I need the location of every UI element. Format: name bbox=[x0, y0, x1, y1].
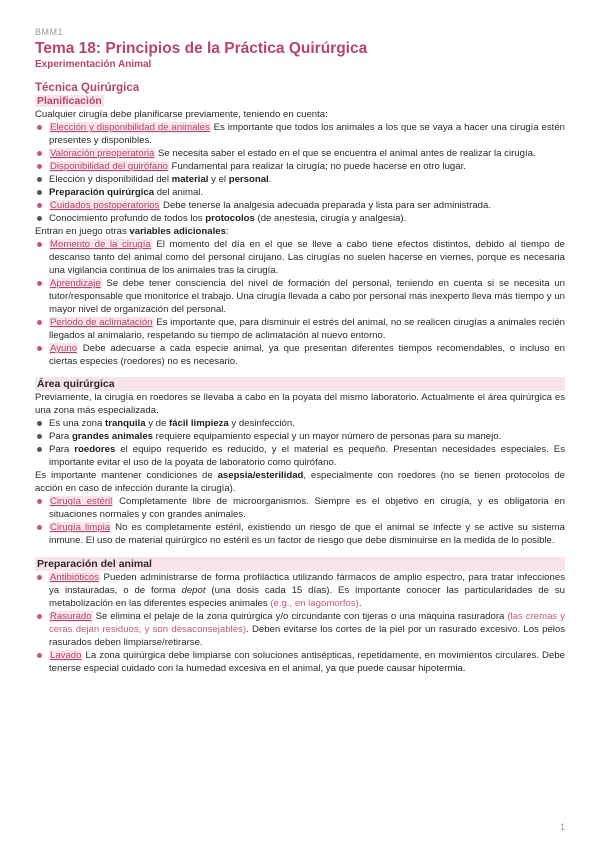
document-page bbox=[35, 25, 565, 675]
area-intro: Previamente, la cirugía en roedores se llevaba a cabo en la poyata del mismo laboratorio. Actualmente el área quirúrgica es una zona más especializada. bbox=[35, 392, 565, 416]
section-heading-tecnica: Técnica Quirúrgica bbox=[35, 82, 140, 94]
list-item: Valoración preoperatoria Se necesita saber el estado en el que se encuentra el animal antes de realizar la cirugía. bbox=[35, 147, 565, 160]
list-item: Disponibilidad del quirófano Fundamental para realizar la cirugía; no puede hacerse en otro lugar. bbox=[35, 160, 565, 173]
variables-intro: Entran en juego otras variables adicionales: bbox=[35, 226, 229, 237]
list-item: Periodo de aclimatación Es importante que, para disminuir el estrés del animal, no se realicen cirugías a animales recién llegados al animalario, respetando su tiempo de aclimatación al nuevo entorno. bbox=[35, 316, 565, 342]
page-title: Tema 18: Principios de la Práctica Quirúrgica bbox=[35, 40, 368, 57]
planificacion-intro: Cualquier cirugía debe planificarse previamente, teniendo en cuenta: bbox=[35, 109, 328, 120]
page-number: 1 bbox=[559, 822, 565, 832]
list-item: Para roedores el equipo requerido es reducido, y el material es pequeño. Presentan necesidades especiales. Es importante evitar el uso de la poyata de laboratorio como quirófano. bbox=[35, 443, 565, 469]
list-item: Cirugía estéril Completamente libre de microorganismos. Siempre es el objetivo en cirugía, y es obligatoria en situaciones normales y con grandes animales. bbox=[35, 495, 565, 521]
section-heading-preparacion: Preparación del animal bbox=[35, 557, 565, 571]
list-item: Cuidados postoperatorios Debe tenerse la analgesia adecuada preparada y lista para ser administrada. bbox=[35, 199, 565, 212]
variables-list bbox=[35, 238, 565, 368]
course-code: BMM1 bbox=[35, 27, 64, 37]
list-item: Es una zona tranquila y de fácil limpieza y desinfección. bbox=[35, 417, 565, 430]
list-item: Cirugía limpia No es completamente estéril, existiendo un riesgo de que el animal se infecte y se active su sistema inmune. El uso de material quirúrgico no estéril es un factor de riesgo que debe disminuirse en la medida de lo posible. bbox=[35, 521, 565, 547]
list-item: Elección y disponibilidad de animales Es importante que todos los animales a los que se vaya a hacer una cirugía estén presentes y disponibles. bbox=[35, 121, 565, 147]
list-item: Elección y disponibilidad del material y el personal. bbox=[35, 173, 565, 186]
page-subtitle: Experimentación Animal bbox=[35, 59, 152, 70]
planificacion-list bbox=[35, 121, 565, 225]
list-item: Para grandes animales requiere equipamiento especial y un mayor número de personas para su manejo. bbox=[35, 430, 565, 443]
list-item: Aprendizaje Se debe tener consciencia del nivel de formación del personal, teniendo en cuenta si se necesita un tutor/responsable que monitorice el trabajo. Una cirugía llevada a cabo por personal más inexperto lleva más tiempo y un mayor nivel de organización del personal. bbox=[35, 277, 565, 316]
preparacion-list bbox=[35, 571, 565, 675]
cirugia-list bbox=[35, 495, 565, 547]
area-list bbox=[35, 417, 565, 469]
list-item: Momento de la cirugía El momento del día en el que se lleve a cabo tiene efectos distintos, debido al tiempo de descanso tanto del animal como del personal cirujano. Las cirugías no suelen hacerse en viernes, porque es necesaria una vigilancia continua de los animales tras la cirugía. bbox=[35, 238, 565, 277]
list-item: Conocimiento profundo de todos los protocolos (de anestesia, cirugía y analgesia). bbox=[35, 212, 565, 225]
subsection-heading-planificacion: Planificación bbox=[37, 95, 102, 107]
list-item: Preparación quirúrgica del animal. bbox=[35, 186, 565, 199]
list-item: Antibióticos Pueden administrarse de forma profiláctica utilizando fármacos de amplio espectro, para tratar infecciones ya instauradas, o de forma depot (una dosis cada 15 días). Es importante conocer las particularidades de su metabolización en las diferentes especies animales (e.g., en lagomorfos). bbox=[35, 571, 565, 610]
list-item: Lavado La zona quirúrgica debe limpiarse con soluciones antisépticas, repetidamente, en movimientos circulares. Debe tenerse especial cuidado con la humedad excesiva en el animal, ya que puede causar hipotermia. bbox=[35, 649, 565, 675]
list-item: Ayuno Debe adecuarse a cada especie animal, ya que presentan diferentes tiempos recomendables, o incluso en ciertas especies (roedores) no es necesario. bbox=[35, 342, 565, 368]
list-item: Rasurado Se elimina el pelaje de la zona quirúrgica y/o circundante con tijeras o una máquina rasuradora (las cremas y ceras dejan residuos, y son desaconsejables). Deben evitarse los cortes de la piel por un rasurado excesivo. Los pelos rasurados deben limpiarse/retirarse. bbox=[35, 610, 565, 649]
asepsia-paragraph: Es importante mantener condiciones de asepsia/esterilidad, especialmente con roedores (no se tienen protocolos de acción en caso de infección durante la cirugía). bbox=[35, 470, 566, 494]
section-heading-area: Área quirúrgica bbox=[35, 377, 565, 391]
